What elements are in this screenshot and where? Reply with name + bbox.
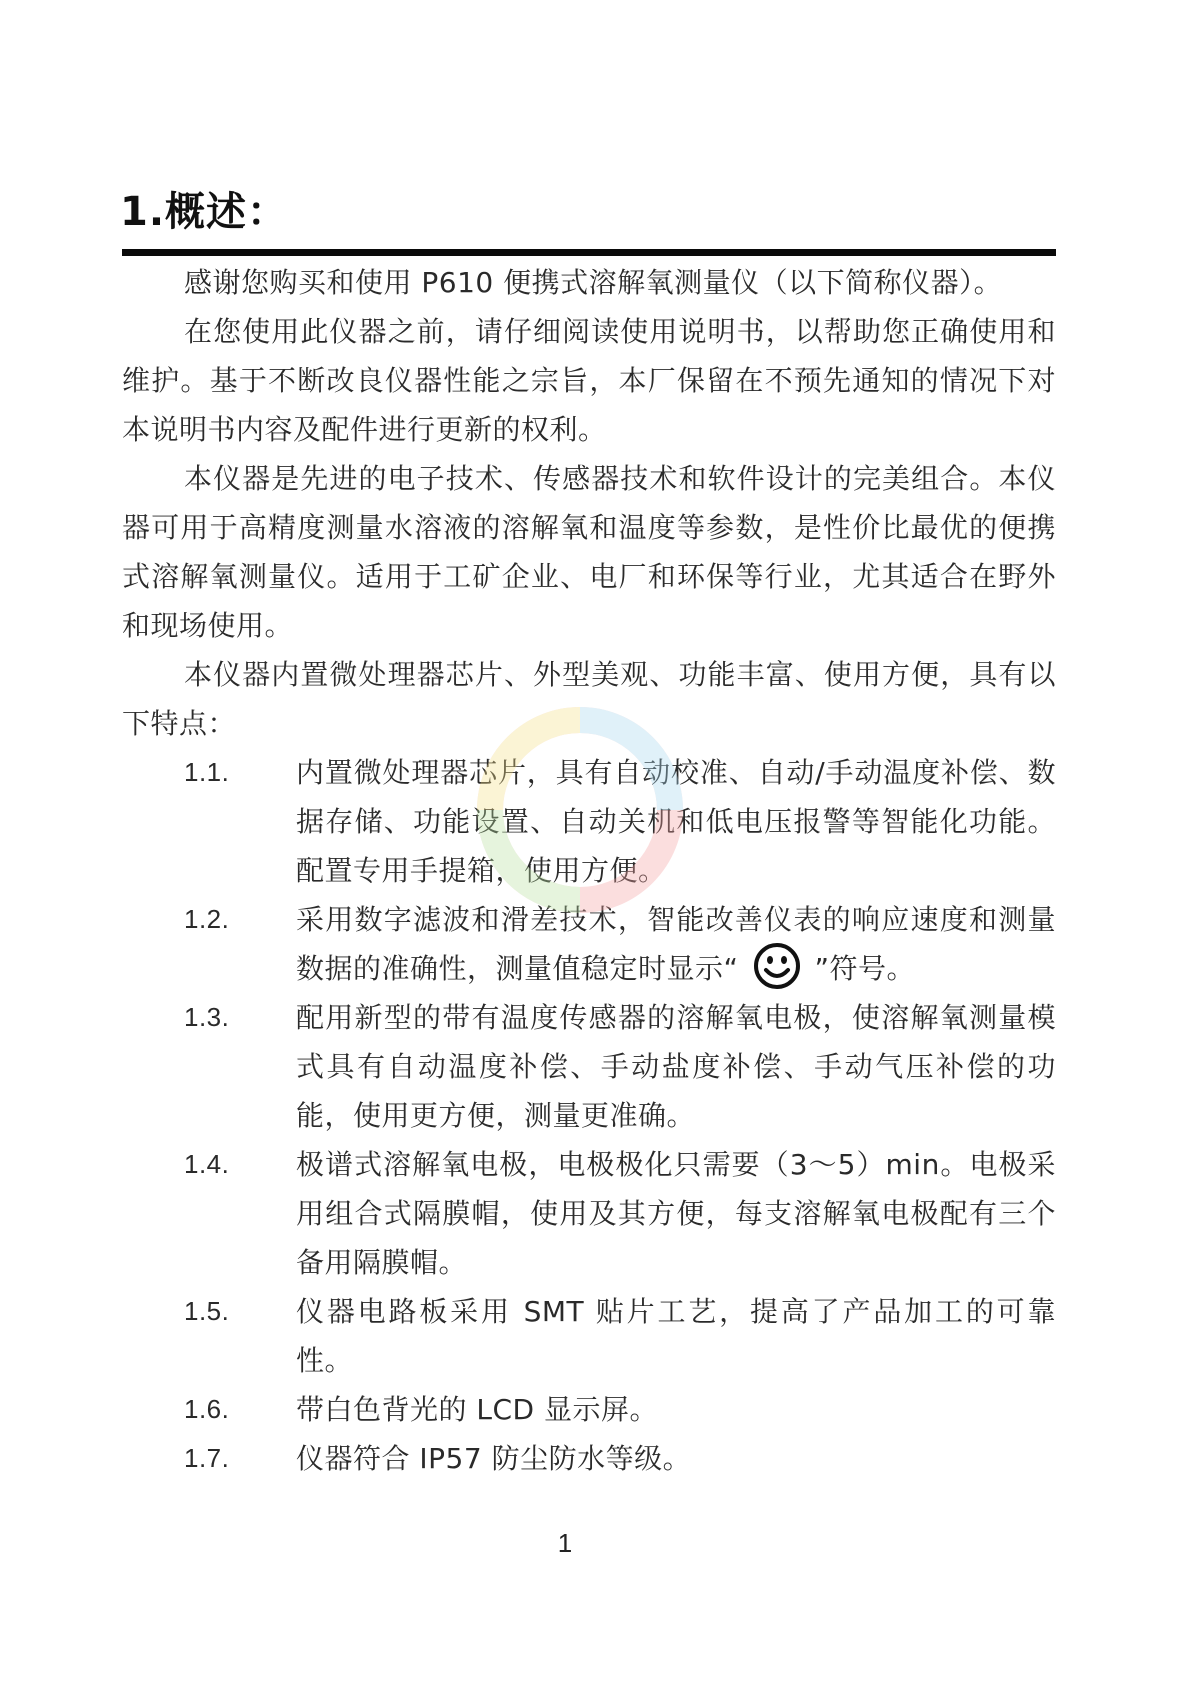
feature-text-before: 采用数字滤波和滑差技术，智能改善仪表的响应速度和测量数据的准确性，测量值稳定时显示“ xyxy=(296,903,1056,985)
feature-text: 仪器电路板采用 SMT 贴片工艺，提高了产品加工的可靠性。 xyxy=(296,1295,1056,1377)
feature-text: 极谱式溶解氧电极，电极极化只需要（3～5）min。电极采用组合式隔膜帽，使用及其方便，每支溶解氧电极配有三个备用隔膜帽。 xyxy=(296,1148,1056,1279)
feature-text: 带白色背光的 LCD 显示屏。 xyxy=(296,1393,659,1426)
feature-item xyxy=(184,748,1056,895)
feature-number: 1.4. xyxy=(184,1149,230,1179)
feature-number: 1.2. xyxy=(184,904,230,934)
heading-divider xyxy=(122,249,1056,256)
feature-text: 仪器符合 IP57 防尘防水等级。 xyxy=(296,1442,692,1475)
feature-list xyxy=(184,748,1056,1483)
feature-text: 内置微处理器芯片，具有自动校准、自动/手动温度补偿、数据存储、功能设置、自动关机和低电压报警等智能化功能。配置专用手提箱，使用方便。 xyxy=(296,756,1056,887)
feature-number: 1.3. xyxy=(184,1002,230,1032)
feature-item xyxy=(184,1287,1056,1385)
feature-item xyxy=(184,1434,1056,1483)
intro-paragraph-4: 本仪器内置微处理器芯片、外型美观、功能丰富、使用方便，具有以下特点： xyxy=(122,658,1056,740)
feature-item xyxy=(184,993,1056,1140)
feature-item xyxy=(184,895,1056,993)
feature-number: 1.7. xyxy=(184,1443,230,1473)
feature-number: 1.5. xyxy=(184,1296,230,1326)
feature-number: 1.6. xyxy=(184,1394,230,1424)
feature-number: 1.1. xyxy=(184,757,230,787)
feature-text-after: ”符号。 xyxy=(814,952,916,985)
feature-item xyxy=(184,1140,1056,1287)
intro-paragraph-1: 感谢您购买和使用 P610 便携式溶解氧测量仪（以下简称仪器）。 xyxy=(184,266,1003,299)
intro-paragraph-3: 本仪器是先进的电子技术、传感器技术和软件设计的完美组合。本仪器可用于高精度测量水溶液的溶解氧和温度等参数，是性价比最优的便携式溶解氧测量仪。适用于工矿企业、电厂和环保等行业，尤其适合在野外和现场使用。 xyxy=(122,462,1056,642)
section-heading: 1.概述： xyxy=(120,189,289,235)
feature-text: 配用新型的带有温度传感器的溶解氧电极，使溶解氧测量模式具有自动温度补偿、手动盐度补偿、手动气压补偿的功能，使用更方便，测量更准确。 xyxy=(296,1001,1056,1132)
feature-item xyxy=(184,1385,1056,1434)
feature-text xyxy=(296,895,1056,993)
intro-paragraph-2: 在您使用此仪器之前，请仔细阅读使用说明书，以帮助您正确使用和维护。基于不断改良仪器性能之宗旨，本厂保留在不预先通知的情况下对本说明书内容及配件进行更新的权利。 xyxy=(122,315,1056,446)
smiley-icon xyxy=(753,942,801,990)
page-number: 1 xyxy=(557,1528,573,1558)
